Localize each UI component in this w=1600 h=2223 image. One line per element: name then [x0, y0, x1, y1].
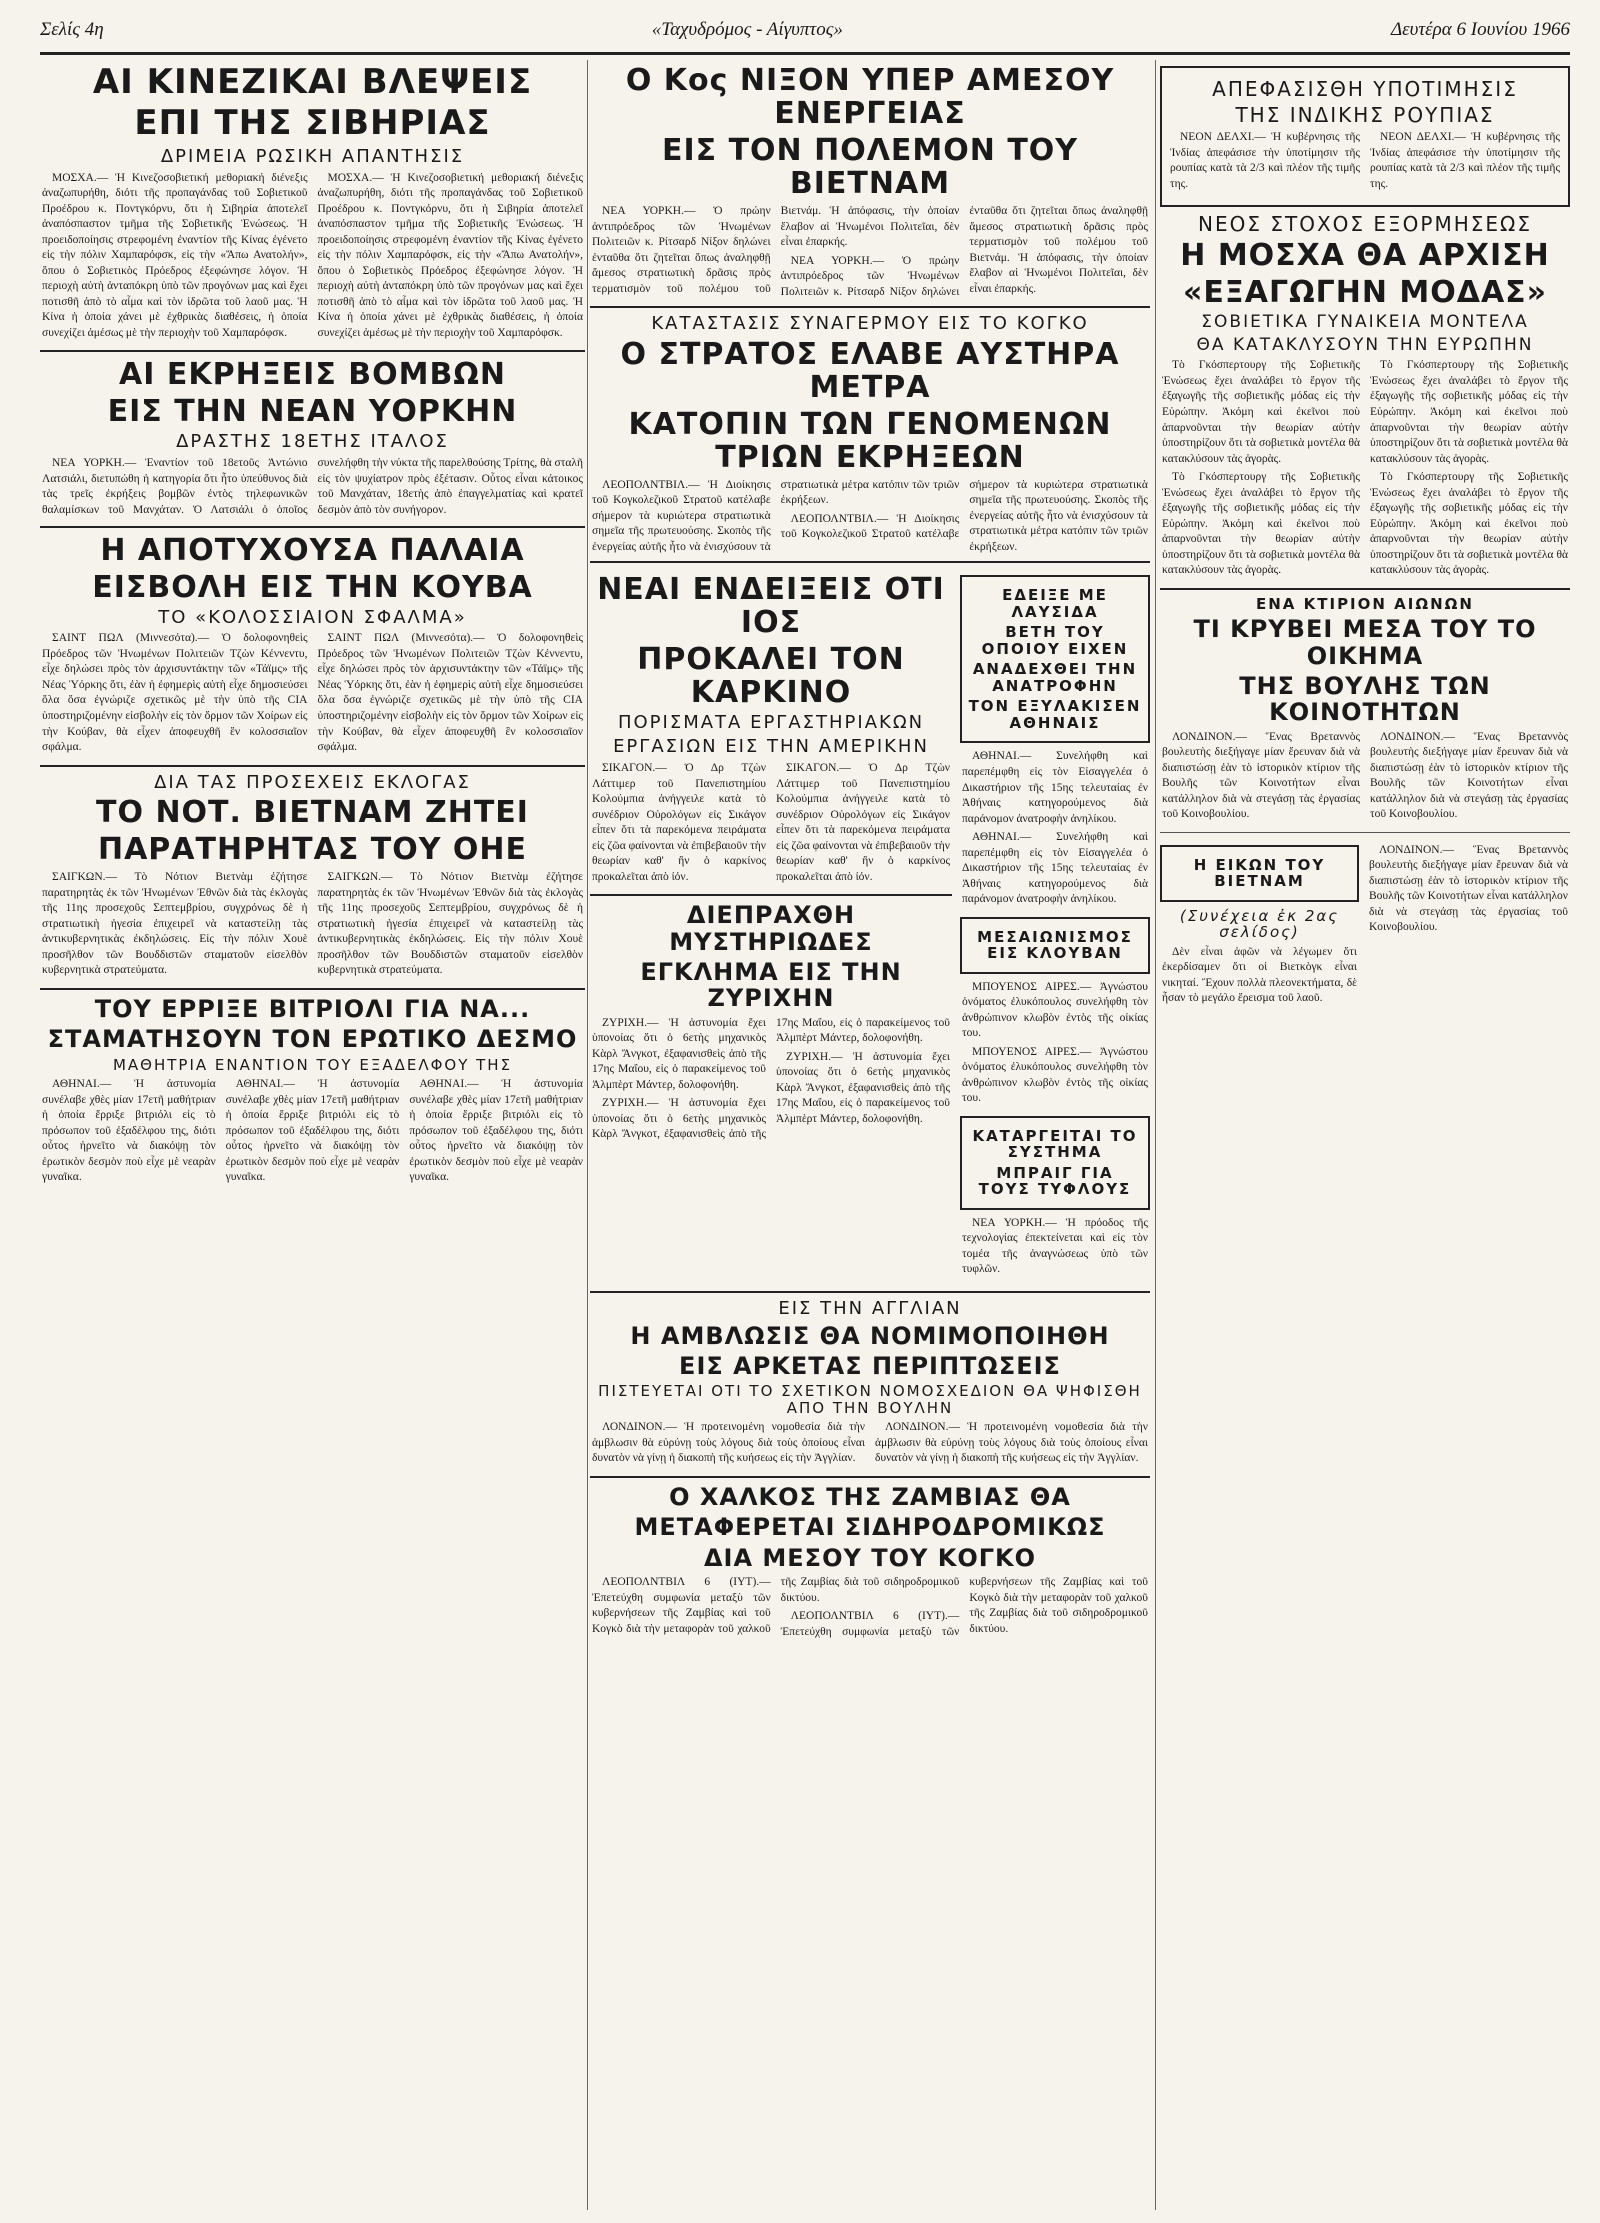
article-cancer	[590, 569, 952, 1284]
article-zambia	[590, 1484, 1150, 1640]
masthead	[40, 10, 1570, 50]
masthead-rule	[40, 52, 1570, 55]
kicker: ΕΝΑ ΚΤΙΡΙΟΝ ΑΙΩΝΩΝ	[1256, 594, 1474, 613]
headline: Η ΑΠΟΤΥΧΟΥΣΑ ΠΑΛΑΙΑ	[100, 532, 525, 568]
article-text: ΣΑΙΝΤ ΠΩΛ (Μιννεσότα).— Ὁ δολοφονηθεὶς Πρόεδρος τῶν Ἡνωμένων Πολιτειῶν Τζὼν Κέννεντυ, εἶχε δηλώσει πρὸς τὸν ἀρχισυντάκτην τῶν «Τάϊμς» τῆς Νέας Ὑόρκης ὅτι, ἐὰν ἡ ἐφημερὶς αὐτὴ εἶχε δημοσιεύσει ὅλα ὅσα ἐγνώριζε σχετικῶς μὲ τὴν ὑπὸ τῆς CIA ὑποστηριζομένην εἰσβολὴν εἰς τὸν ὅρμον τῶν Χοίρων εἰς τὴν Κούβαν, θὰ εἶχεν ἀποφευχθῆ ἓν κολοσσιαῖον σφάλμα.	[42, 632, 308, 754]
middle-split	[590, 569, 1150, 1284]
headline: ΑΙ ΚΙΝΕΖΙΚΑΙ ΒΛΕΨΕΙΣ	[92, 62, 533, 102]
article-body	[42, 456, 583, 520]
headline: ΜΕΤΑΦΕΡΕΤΑΙ ΣΙΔΗΡΟΔΡΟΜΙΚΩΣ	[634, 1513, 1106, 1542]
headline-box	[960, 917, 1150, 974]
article-text: ΖΥΡΙΧΗ.— Ἡ ἀστυνομία ἔχει ὑπονοίας ὅτι ὁ 6ετὴς μηχανικὸς Κὰρλ Ἄνγκοτ, ἐξαφανισθεὶς ἀπὸ τῆς 17ης Μαΐου, εἰς ὁ παρακείμενος τοῦ Ἀλμπὲρτ Μάντερ, δολοφονήθη.	[592, 1016, 766, 1091]
article-text: ΝΕΟΝ ΔΕΛΧΙ.— Ἡ κυβέρνησις τῆς Ἰνδίας ἀπεφάσισε τὴν ὑποτίμησιν τῆς ρουπίας κατὰ τὰ 2/3 καὶ πλέον τῆς τιμῆς της.	[1370, 131, 1560, 190]
headline: ΚΑΤΟΠΙΝ ΤΩΝ ΓΕΝΟΜΕΝΩΝ ΤΡΙΩΝ ΕΚΡΗΞΕΩΝ	[628, 406, 1112, 475]
article-text: ΛΕΟΠΟΛΝΤΒΙΛ 6 (ΙΥΤ).— Ἐπετεύχθη συμφωνία μεταξὺ τῶν κυβερνήσεων τῆς Ζαμβίας καὶ τοῦ Κογκὸ διὰ τὴν μεταφορὰν τοῦ χαλκοῦ τῆς Ζαμβίας διὰ τοῦ σιδηροδρομικοῦ δικτύου.	[780, 1576, 1148, 1638]
subheadline: ΣΟΒΙΕΤΙΚΑ ΓΥΝΑΙΚΕΙΑ ΜΟΝΤΕΛΑ	[1201, 312, 1529, 333]
subheadline: ΔΡΙΜΕΙΑ ΡΩΣΙΚΗ ΑΠΑΝΤΗΣΙΣ	[160, 145, 465, 167]
continuation-note: (Συνέχεια ἐκ 2ας σελίδος)	[1179, 906, 1340, 942]
article-text: Τὸ Γκόσπερτουργ τῆς Σοβιετικῆς Ἑνώσεως ἔχει ἀναλάβει τὸ ἔργον τῆς ἐξαγωγῆς τῆς σοβιετικῆς μόδας εἰς τὴν Εὐρώπην. Ἀκόμη καὶ ἐκεῖνοι ποὺ ἀπαρνοῦνται τὴν θεωρίαν αὐτὴν ὑποστηρίζουν ὅτι τὰ σοβιετικὰ μοντέλα θὰ κατακλύσουν τὰς ἀγορὰς.	[1370, 359, 1568, 465]
headline: ΚΑΤΑΡΓΕΙΤΑΙ ΤΟ ΣΥΣΤΗΜΑ	[972, 1126, 1138, 1162]
article-text: ΑΘΗΝΑΙ.— Συνελήφθη καὶ παρεπέμφθη εἰς τὸν Εἰσαγγελέα ὁ Δικαστήριον τῆς 15ης τελευταίας ἐν Ἀθήναις κατηγορούμενος διὰ παράνομον ἀνατροφὴν ἀνηλίκου.	[962, 831, 1148, 906]
headline: ΠΡΟΚΑΛΕΙ ΤΟΝ ΚΑΡΚΙΝΟ	[637, 642, 905, 711]
article-body	[42, 870, 583, 982]
article-text: ΣΙΚΑΓΟΝ.— Ὁ Δρ Τζὼν Λάττιμερ τοῦ Πανεπιστημίου Κολούμπια ἀνήγγειλε κατὰ τὸ συνέδριον Οὐρολόγων εἰς Σικάγον εἶπεν ὅτι τὰ παρεκόμενα πειράματα εἰς ζῶα φαίνονται νὰ ἐπιβεβαιοῦν τὴν θεωρίαν καθ' ἣν ὁ καρκίνος προκαλεῖται ἀπὸ ἰόν.	[592, 762, 766, 883]
article-congo	[590, 314, 1150, 555]
article-text: ΝΕΑ ΥΟΡΚΗ.— Ἐναντίον τοῦ 18ετοῦς Ἀντώνιο Λατσιάλι, διετυπώθη ἡ κατηγορία ὅτι ἦτο ὑπεύθυνος διὰ τὰς τρεῖς ἐκρήξεις βομβῶν ἐντὸς τηλεφωνικῶν θαλαμίσκων τοῦ Μανχάταν. Ὁ Λατσιάλι ὁ ὁποῖος συνελήφθη τὴν νύκτα τῆς παρελθούσης Τρίτης, θὰ σταλῆ εἰς τὸν ψυχίατρον πρὸς ἐξέτασιν. Οὗτος εἶναι κάτοικος τοῦ Μανχάταν, 18ετὴς ἀπὸ ἐπαγγελματίας καὶ κρατεῖ δεσμὸν ἀπὸ τὸν συνήγορον.	[42, 457, 583, 516]
headline: ΤΟΥ ΕΡΡΙΞΕ ΒΙΤΡΙΟΛΙ ΓΙΑ ΝΑ...	[94, 994, 531, 1023]
headline: ΣΤΑΜΑΤΗΣΟΥΝ ΤΟΝ ΕΡΩΤΙΚΟ ΔΕΣΜΟ	[47, 1025, 578, 1054]
divider	[590, 1476, 1150, 1478]
article-body	[1162, 945, 1357, 1010]
divider	[40, 765, 585, 767]
article-text: ΜΠΟΥΕΝΟΣ ΑΙΡΕΣ.— Ἀγνώστου ὀνόματος ἐλυκόπουλος συνελήφθη τὸν ἀνθρώπινον κλωβὸν ἐντὸς τῆς οἰκίας του.	[962, 980, 1148, 1040]
headline: ΠΑΡΑΤΗΡΗΤΑΣ ΤΟΥ ΟΗΕ	[97, 832, 528, 868]
headline: Ο Κος ΝΙΞΟΝ ΥΠΕΡ ΑΜΕΣΟΥ ΕΝΕΡΓΕΙΑΣ	[625, 63, 1115, 131]
divider	[1160, 832, 1570, 833]
kicker: ΚΑΤΑΣΤΑΣΙΣ ΣΥΝΑΓΕΡΜΟΥ ΕΙΣ ΤΟ ΚΟΓΚΟ	[651, 313, 1089, 335]
headline-box	[960, 1116, 1150, 1210]
article-text: Τὸ Γκόσπερτουργ τῆς Σοβιετικῆς Ἑνώσεως ἔχει ἀναλάβει τὸ ἔργον τῆς ἐξαγωγῆς τῆς σοβιετικῆς μόδας εἰς τὴν Εὐρώπην. Ἀκόμη καὶ ἐκεῖνοι ποὺ ἀπαρνοῦνται τὴν θεωρίαν αὐτὴν ὑποστηρίζουν ὅτι τὰ σοβιετικὰ μοντέλα θὰ κατακλύσουν τὰς ἀγορὰς.	[1162, 471, 1360, 577]
article-body	[592, 761, 950, 888]
headline: ΤΗΣ ΒΟΥΛΗΣ ΤΩΝ ΚΟΙΝΟΤΗΤΩΝ	[1239, 671, 1491, 727]
article-body	[1162, 358, 1568, 581]
article-rupee	[1160, 66, 1570, 207]
article-text: ΝΕΑ ΥΟΡΚΗ.— Ὁ πρώην ἀντιπρόεδρος τῶν Ἡνωμένων Πολιτειῶν κ. Ρίτσαρδ Νίξον δηλώνει ἐνταῦθα ὅτι ζητεῖται ὅπως ἀναληφθῇ ἄμεσος στρατιωτικὴ δρᾶσις πρὸς τερματισμὸν τοῦ πολέμου τοῦ Βιετνάμ. Ἡ ἀπόφασις, τὴν ὁποίαν ἔλαβον αἱ Ἡνωμένοι Πολιτεῖαι, δὲν εἶναι ἐπαρκής.	[780, 205, 1148, 298]
article-body	[962, 749, 1148, 910]
headline: ΜΠΡΑΙΓ ΓΙΑ ΤΟΥΣ ΤΥΦΛΟΥΣ	[978, 1163, 1132, 1199]
headline: ΤΗΣ ΙΝΔΙΚΗΣ ΡΟΥΠΙΑΣ	[1235, 103, 1495, 127]
article-body	[1162, 730, 1568, 826]
headline: ΕΙΣ ΤΗΝ ΝΕΑΝ ΥΟΡΚΗΝ	[107, 394, 518, 430]
article-text: Τὸ Γκόσπερτουργ τῆς Σοβιετικῆς Ἑνώσεως ἔχει ἀναλάβει τὸ ἔργον τῆς ἐξαγωγῆς τῆς σοβιετικῆς μόδας εἰς τὴν Εὐρώπην. Ἀκόμη καὶ ἐκεῖνοι ποὺ ἀπαρνοῦνται τὴν θεωρίαν αὐτὴν ὑποστηρίζουν ὅτι τὰ σοβιετικὰ μοντέλα θὰ κατακλύσουν τὰς ἀγορὰς.	[1370, 471, 1568, 577]
article-body	[592, 1420, 1148, 1470]
left-column	[40, 60, 585, 1193]
article-text: ΣΙΚΑΓΟΝ.— Ὁ Δρ Τζὼν Λάττιμερ τοῦ Πανεπιστημίου Κολούμπια ἀνήγγειλε κατὰ τὸ συνέδριον Οὐρολόγων εἰς Σικάγον εἶπεν ὅτι τὰ παρεκόμενα πειράματα εἰς ζῶα φαίνονται νὰ ἐπιβεβαιοῦν τὴν θεωρίαν καθ' ἣν ὁ καρκίνος προκαλεῖται ἀπὸ ἰόν.	[776, 762, 950, 883]
article-vitriol	[40, 996, 585, 1189]
headline: ΑΠΕΦΑΣΙΣΘΗ ΥΠΟΤΙΜΗΣΙΣ	[1212, 77, 1518, 101]
article-body	[1369, 843, 1568, 1010]
headline: ΤΟΝ ΕΞΥΛΑΚΙΣΕΝ ΑΘΗΝΑΙΣ	[968, 697, 1142, 732]
article-china	[40, 64, 585, 344]
article-text: ΑΘΗΝΑΙ.— Ἡ ἀστυνομία συνέλαβε χθὲς μίαν 17ετῆ μαθήτριαν ἡ ὁποία ἔρριξε βιτριόλι εἰς τὸ πρόσωπον τοῦ ἐξαδέλφου της, διότι οὗτος ἠρνεῖτο νὰ διακόψῃ τὸν ἐρωτικὸν δεσμὸν ποὺ εἶχε μὲ νεαρὰν γυναῖκα.	[225, 1078, 400, 1184]
divider	[590, 306, 1150, 308]
divider	[40, 988, 585, 990]
divider	[590, 561, 1150, 563]
headline: ΤΙ ΚΡΥΒΕΙ ΜΕΣΑ ΤΟΥ ΤΟ ΟΙΚΗΜΑ	[1193, 615, 1537, 670]
article-body	[42, 171, 583, 345]
headline: ΕΙΣ ΤΟΝ ΠΟΛΕΜΟΝ ΤΟΥ ΒΙΕΤΝΑΜ	[661, 133, 1079, 201]
article-body	[592, 1575, 1148, 1640]
divider	[40, 350, 585, 352]
article-text: ΖΥΡΙΧΗ.— Ἡ ἀστυνομία ἔχει ὑπονοίας ὅτι ὁ 6ετὴς μηχανικὸς Κὰρλ Ἄνγκοτ, ἐξαφανισθεὶς ἀπὸ τῆς 17ης Μαΐου, εἰς ὁ παρακείμενος τοῦ Ἀλμπὲρτ Μάντερ, δολοφονήθη.	[592, 1016, 950, 1141]
headline: Η ΑΜΒΛΩΣΙΣ ΘΑ ΝΟΜΙΜΟΠΟΙΗΘΗ	[630, 1321, 1110, 1350]
article-text: ΖΥΡΙΧΗ.— Ἡ ἀστυνομία ἔχει ὑπονοίας ὅτι ὁ 6ετὴς μηχανικὸς Κὰρλ Ἄνγκοτ, ἐξαφανισθεὶς ἀπὸ τῆς 17ης Μαΐου, εἰς ὁ παρακείμενος τοῦ Ἀλμπὲρτ Μάντερ, δολοφονήθη.	[776, 1050, 950, 1125]
subheadline: ΠΙΣΤΕΥΕΤΑΙ ΟΤΙ ΤΟ ΣΧΕΤΙΚΟΝ ΝΟΜΟΣΧΕΔΙΟΝ ΘΑ ΨΗΦΙΣΘΗ ΑΠΟ ΤΗΝ ΒΟΥΛΗΝ	[598, 1382, 1142, 1417]
article-text: ΛΟΝΔΙΝΟΝ.— Ἡ προτεινομένη νομοθεσία διὰ τὴν ἀμβλωσιν θὰ εὐρύνῃ τοὺς λόγους διὰ τοὺς ὁποίους εἶναι δυνατὸν νὰ γίνῃ ἡ διακοπὴ τῆς κυήσεως εἰς τὴν Ἀγγλίαν.	[592, 1421, 865, 1465]
kicker: ΝΕΟΣ ΣΤΟΧΟΣ ΕΞΟΡΜΗΣΕΩΣ	[1198, 212, 1532, 237]
column-divider	[587, 60, 588, 2210]
article-text: ΛΟΝΔΙΝΟΝ.— Ἕνας Βρεταννὸς βουλευτὴς διεξήγαγε μίαν ἔρευναν διὰ νὰ διαπιστώσῃ ἐὰν τὸ ἱστορικὸν κτίριον τῆς Βουλῆς τῶν Κοινοτήτων εἶναι κατάλληλον διὰ νὰ στεγάσῃ τὰς ἐργασίας τοῦ Κοινοβουλίου.	[1162, 730, 1360, 821]
article-text: ΛΕΟΠΟΛΝΤΒΙΛ.— Ἡ Διοίκησις τοῦ Κογκολεζικοῦ Στρατοῦ κατέλαβε σήμερον τὰ κυριώτερα στρατιωτικὰ σημεῖα τῆς πρωτευούσης. Σκοπὸς τῆς ἐνεργείας αὐτῆς ἦτο νὰ ἐνισχύσουν τὰ στρατιωτικὰ μέτρα κατόπιν τῶν τριῶν ἐκρήξεων.	[780, 478, 1148, 553]
article-text: ΝΕΑ ΥΟΡΚΗ.— Ἡ πρόοδος τῆς τεχνολογίας ἐπεκτείνεται καὶ εἰς τὸν τομέα τῆς ἀναγνώσεως ὑπὸ τῶν τυφλῶν.	[962, 1216, 1148, 1276]
newspaper-title: «Ταχυδρόμος - Αίγυπτος»	[651, 19, 843, 40]
divider	[40, 526, 585, 528]
article-text: ΜΟΣΧΑ.— Ἡ Κινεζοσοβιετική μεθοριακή διένεξις ἀναζωπυρήθη, διότι τῆς προπαγάνδας τοῦ Σοβιετικοῦ Προέδρου κ. Ποντγκόρνυ, ὅτι ἡ Σιβηρία ἀποτελεῖ ἀναπόσπαστον τμῆμα τῆς Σοβιετικῆς Ἑνώσεως. Ἡ προειδοποίησις στρεφομένη ἐναντίον τῆς Κίνας ἐγένετο εἰς τὴν πόλιν Χαμπαρόφσκ, εἰς τὴν «Ἄπω Ανατολήν», ὅπου ὁ Σοβιετικὸς Πρόεδρος ἐξεφώνησε λόγον. Ἡ περιοχὴ αὐτὴ ἀνταπόκρη ὑπὸ τῶν προγόνων μας καὶ ἔχει ποτισθῆ ἀπὸ τὸ αἷμα καὶ τὸν ἱδρῶτα τοῦ λαοῦ μας. Ἡ Κίνα ἡ ὁποία χάνει μὲ ἐχθρικὰς διαθέσεις, ἡ ὁποία συνεχίζει ἀμέσως μὲ τὴν περιοχὴν τοῦ Χαμπαρόφσκ.	[42, 171, 308, 339]
article-text: ΑΘΗΝΑΙ.— Ἡ ἀστυνομία συνέλαβε χθὲς μίαν 17ετῆ μαθήτριαν ἡ ὁποία ἔρριξε βιτριόλι εἰς τὸ πρόσωπον τοῦ ἐξαδέλφου της, διότι οὗτος ἠρνεῖτο νὰ διακόψῃ τὸν ἐρωτικὸν δεσμὸν ποὺ εἶχε μὲ νεαρὰν γυναῖκα.	[409, 1078, 583, 1184]
kicker: ΕΙΣ ΤΗΝ ΑΓΓΛΙΑΝ	[778, 1297, 962, 1319]
article-text: ΝΕΑ ΥΟΡΚΗ.— Ὁ πρώην ἀντιπρόεδρος τῶν Ἡνωμένων Πολιτειῶν κ. Ρίτσαρδ Νίξον δηλώνει ἐνταῦθα ὅτι ζητεῖται ὅπως ἀναληφθῇ ἄμεσος στρατιωτικὴ δρᾶσις πρὸς τερματισμὸν τοῦ πολέμου τοῦ Βιετνάμ. Ἡ ἀπόφασις, τὴν ὁποίαν ἔλαβον αἱ Ἡνωμένοι Πολιτεῖαι, δὲν εἶναι ἐπαρκής.	[592, 205, 960, 295]
headline: ΕΔΕΙΞΕ ΜΕ ΛΑΥΣΙΔΑ	[1002, 586, 1108, 621]
article-text: ΜΠΟΥΕΝΟΣ ΑΙΡΕΣ.— Ἀγνώστου ὀνόματος ἐλυκόπουλος συνελήφθη τὸν ἀνθρώπινον κλωβὸν ἐντὸς τῆς οἰκίας του.	[962, 1045, 1148, 1105]
article-text: Τὸ Γκόσπερτουργ τῆς Σοβιετικῆς Ἑνώσεως ἔχει ἀναλάβει τὸ ἔργον τῆς ἐξαγωγῆς τῆς σοβιετικῆς μόδας εἰς τὴν Εὐρώπην. Ἀκόμη καὶ ἐκεῖνοι ποὺ ἀπαρνοῦνται τὴν θεωρίαν αὐτὴν ὑποστηρίζουν ὅτι τὰ σοβιετικὰ μοντέλα θὰ κατακλύσουν τὰς ἀγορὰς.	[1162, 359, 1360, 465]
article-lausanne	[960, 569, 1150, 1284]
headline: ΕΓΚΛΗΜΑ ΕΙΣ ΤΗΝ ΖΥΡΙΧΗΝ	[640, 957, 902, 1013]
article-saigon	[40, 773, 585, 982]
article-nixon	[590, 64, 1150, 300]
issue-date: Δευτέρα 6 Ιουνίου 1966	[1391, 19, 1570, 40]
article-text: ΝΕΟΝ ΔΕΛΧΙ.— Ἡ κυβέρνησις τῆς Ἰνδίας ἀπεφάσισε τὴν ὑποτίμησιν τῆς ρουπίας κατὰ τὰ 2/3 καὶ πλέον τῆς τιμῆς της.	[1170, 131, 1360, 190]
headline: ΔΙΑ ΜΕΣΟΥ ΤΟΥ ΚΟΓΚΟ	[703, 1543, 1037, 1572]
headline: Ο ΣΤΡΑΤΟΣ ΕΛΑΒΕ ΑΥΣΤΗΡΑ ΜΕΤΡΑ	[620, 336, 1120, 405]
headline: Ο ΧΑΛΚΟΣ ΤΗΣ ΖΑΜΒΙΑΣ ΘΑ	[669, 1482, 1071, 1511]
article-text: ΛΕΟΠΟΛΝΤΒΙΛ.— Ἡ Διοίκησις τοῦ Κογκολεζικοῦ Στρατοῦ κατέλαβε σήμερον τὰ κυριώτερα στρατιωτικὰ σημεῖα τῆς πρωτευούσης. Σκοπὸς τῆς ἐνεργείας αὐτῆς ἦτο νὰ ἐνισχύσουν τὰ στρατιωτικὰ μέτρα κατόπιν τῶν τριῶν ἐκρήξεων.	[592, 478, 960, 553]
headline: ΤΟ ΝΟΤ. ΒΙΕΤΝΑΜ ΖΗΤΕΙ	[96, 795, 529, 831]
article-body	[42, 631, 583, 758]
article-text: ΜΟΣΧΑ.— Ἡ Κινεζοσοβιετική μεθοριακή διένεξις ἀναζωπυρήθη, διότι τῆς προπαγάνδας τοῦ Σοβιετικοῦ Προέδρου κ. Ποντγκόρνυ, ὅτι ἡ Σιβηρία ἀποτελεῖ ἀναπόσπαστον τμῆμα τῆς Σοβιετικῆς Ἑνώσεως. Ἡ προειδοποίησις στρεφομένη ἐναντίον τῆς Κίνας ἐγένετο εἰς τὴν πόλιν Χαμπαρόφσκ, εἰς τὴν «Ἄπω Ανατολήν», ὅπου ὁ Σοβιετικὸς Πρόεδρος ἐξεφώνησε λόγον. Ἡ περιοχὴ αὐτὴ ἀνταπόκρη ὑπὸ τῶν προγόνων μας καὶ ἔχει ποτισθῆ ἀπὸ τὸ αἷμα καὶ τὸν ἱδρῶτα τοῦ λαοῦ μας. Ἡ Κίνα ἡ ὁποία χάνει μὲ ἐχθρικὰς διαθέσεις, ἡ ὁποία συνεχίζει ἀμέσως μὲ τὴν περιοχὴν τοῦ Χαμπαρόφσκ.	[317, 171, 583, 339]
headline: ΑΝΑΔΕΧΘΕΙ ΤΗΝ ΑΝΑΤΡΟΦΗΝ	[972, 660, 1138, 695]
article-body	[42, 1077, 583, 1189]
headline: ΕΙΣΒΟΛΗ ΕΙΣ ΤΗΝ ΚΟΥΒΑ	[92, 569, 533, 605]
divider	[590, 894, 952, 896]
article-text: ΛΟΝΔΙΝΟΝ.— Ἡ προτεινομένη νομοθεσία διὰ τὴν ἀμβλωσιν θὰ εὐρύνῃ τοὺς λόγους διὰ τοὺς ὁποίους εἶναι δυνατὸν νὰ γίνῃ ἡ διακοπὴ τῆς κυήσεως εἰς τὴν Ἀγγλίαν.	[875, 1421, 1148, 1465]
article-vietnam-pic	[1160, 839, 1570, 1014]
subheadline: ΜΑΘΗΤΡΙΑ ΕΝΑΝΤΙΟΝ ΤΟΥ ΕΞΑΔΕΛΦΟΥ ΤΗΣ	[112, 1055, 513, 1074]
subheadline: ΕΡΓΑΣΙΩΝ ΕΙΣ ΤΗΝ ΑΜΕΡΙΚΗΝ	[613, 736, 929, 758]
subheadline: ΔΡΑΣΤΗΣ 18ΕΤΗΣ ΙΤΑΛΟΣ	[176, 431, 449, 453]
headline: Η ΜΟΣΧΑ ΘΑ ΑΡΧΙΣΗ	[1180, 238, 1550, 274]
article-body	[962, 980, 1148, 1110]
headline-box	[1160, 845, 1359, 902]
article-body	[962, 1216, 1148, 1281]
article-text: ΣΑΙΓΚΩΝ.— Τὸ Νότιον Βιετνὰμ ἐζήτησε παρατηρητὰς ἐκ τῶν Ἡνωμένων Ἐθνῶν διὰ τὰς ἐκλογὰς τῆς 11ης προσεχοῦς Σεπτεμβρίου, συγχρόνως δὲ ἡ στρατιωτικὴ ἡγεσία ἐπιχειρεῖ νὰ καταστείλῃ τὰς ἀντικυβερνητικὰς ἐκδηλώσεις. Εἰς τὴν πόλιν Χουὲ προσῆλθον τῶν Βουδδιστῶν σταματοῦν εἰσελθὸν κυβερνητικὰ στρατεύματα.	[42, 871, 308, 977]
article-text: ΛΟΝΔΙΝΟΝ.— Ἕνας Βρεταννὸς βουλευτὴς διεξήγαγε μίαν ἔρευναν διὰ νὰ διαπιστώσῃ ἐὰν τὸ ἱστορικὸν κτίριον τῆς Βουλῆς τῶν Κοινοτήτων εἶναι κατάλληλον διὰ νὰ στεγάσῃ τὰς ἐργασίας τοῦ Κοινοβουλίου.	[1370, 730, 1568, 821]
article-text: ΑΘΗΝΑΙ.— Συνελήφθη καὶ παρεπέμφθη εἰς τὸν Εἰσαγγελέα ὁ Δικαστήριον τῆς 15ης τελευταίας ἐν Ἀθήναις κατηγορούμενος διὰ παράνομον ἀνατροφὴν ἀνηλίκου.	[962, 750, 1148, 825]
article-body	[592, 478, 1148, 556]
article-parliament	[1160, 596, 1570, 826]
article-body	[592, 204, 1148, 300]
headline: ΒΕΤΗ ΤΟΥ ΟΠΟΙΟΥ ΕΙΧΕΝ	[981, 623, 1129, 658]
headline: ΕΙΣ ΑΡΚΕΤΑΣ ΠΕΡΙΠΤΩΣΕΙΣ	[679, 1352, 1061, 1380]
article-text: ΣΑΙΝΤ ΠΩΛ (Μιννεσότα).— Ὁ δολοφονηθεὶς Πρόεδρος τῶν Ἡνωμένων Πολιτειῶν Τζὼν Κέννεντυ, εἶχε δηλώσει πρὸς τὸν ἀρχισυντάκτην τῶν «Τάϊμς» τῆς Νέας Ὑόρκης ὅτι, ἐὰν ἡ ἐφημερὶς αὐτὴ εἶχε δημοσιεύσει ὅλα ὅσα ἐγνώριζε σχετικῶς μὲ τὴν ὑπὸ τῆς CIA ὑποστηριζομένην εἰσβολὴν εἰς τὸν ὅρμον τῶν Χοίρων εἰς τὴν Κούβαν, θὰ εἶχεν ἀποφευχθῆ ἓν κολοσσιαῖον σφάλμα.	[317, 632, 583, 754]
subheadline: ΘΑ ΚΑΤΑΚΛΥΣΟΥΝ ΤΗΝ ΕΥΡΩΠΗΝ	[1196, 334, 1534, 355]
divider	[590, 1291, 1150, 1293]
article-text: Δὲν εἶναι ἀφῶν νὰ λέγωμεν ὅτι ἐκερδίσαμεν ὅτι οἱ Βιετκὸγκ εἶναι νικηταί. Ἔχουν πολλὰ πλεονεκτήματα, δὲ ἦσαν τὸ μεγάλο ἔρεισμα τοῦ λαοῦ.	[1162, 945, 1357, 1005]
headline: ΑΙ ΕΚΡΗΞΕΙΣ ΒΟΜΒΩΝ	[119, 357, 506, 393]
headline: ΕΠΙ ΤΗΣ ΣΙΒΗΡΙΑΣ	[134, 103, 491, 144]
right-column	[1160, 60, 1570, 1014]
divider	[1160, 588, 1570, 590]
article-text: ΑΘΗΝΑΙ.— Ἡ ἀστυνομία συνέλαβε χθὲς μίαν 17ετῆ μαθήτριαν ἡ ὁποία ἔρριξε βιτριόλι εἰς τὸ πρόσωπον τοῦ ἐξαδέλφου της, διότι οὗτος ἠρνεῖτο νὰ διακόψῃ τὸν ἐρωτικὸν δεσμὸν ποὺ εἶχε μὲ νεαρὰν γυναῖκα.	[42, 1078, 216, 1184]
article-england	[590, 1299, 1150, 1470]
headline: «ΕΞΑΓΩΓΗΝ ΜΟΔΑΣ»	[1182, 275, 1548, 311]
vietnam-column	[1160, 839, 1359, 1014]
headline-box	[960, 575, 1150, 743]
kicker: ΔΙΑ ΤΑΣ ΠΡΟΣΕΧΕΙΣ ΕΚΛΟΓΑΣ	[154, 771, 471, 793]
headline: ΔΙΕΠΡΑΧΘΗ ΜΥΣΤΗΡΙΩΔΕΣ	[669, 901, 873, 956]
article-text: ΣΑΙΓΚΩΝ.— Τὸ Νότιον Βιετνὰμ ἐζήτησε παρατηρητὰς ἐκ τῶν Ἡνωμένων Ἐθνῶν διὰ τὰς ἐκλογὰς τῆς 11ης προσεχοῦς Σεπτεμβρίου, συγχρόνως δὲ ἡ στρατιωτικὴ ἡγεσία ἐπιχειρεῖ νὰ καταστείλῃ τὰς ἀντικυβερνητικὰς ἐκδηλώσεις. Εἰς τὴν πόλιν Χουὲ προσῆλθον τῶν Βουδδιστῶν σταματοῦν εἰσελθὸν κυβερνητικὰ στρατεύματα.	[317, 871, 583, 977]
middle-column	[590, 60, 1150, 1644]
headline: ΝΕΑΙ ΕΝΔΕΙΞΕΙΣ ΟΤΙ ΙΟΣ	[597, 572, 945, 641]
page-number: Σελίς 4η	[40, 19, 104, 40]
article-fashion	[1160, 213, 1570, 582]
headline: Η ΕΙΚΩΝ ΤΟΥ ΒΙΕΤΝΑΜ	[1193, 855, 1326, 891]
subheadline: ΤΟ «ΚΟΛΟΣΣΙΑΙΟΝ ΣΦΑΛΜΑ»	[158, 606, 467, 628]
article-body	[592, 1016, 950, 1143]
split	[1160, 839, 1570, 1014]
article-text: ΛΟΝΔΙΝΟΝ.— Ἕνας Βρεταννὸς βουλευτὴς διεξήγαγε μίαν ἔρευναν διὰ νὰ διαπιστώσῃ ἐὰν τὸ ἱστορικὸν κτίριον τῆς Βουλῆς τῶν Κοινοτήτων εἶναι κατάλληλον διὰ νὰ στεγάσῃ τὰς ἐργασίας τοῦ Κοινοβουλίου.	[1369, 843, 1568, 934]
article-text: ΛΕΟΠΟΛΝΤΒΙΛ 6 (ΙΥΤ).— Ἐπετεύχθη συμφωνία μεταξὺ τῶν κυβερνήσεων τῆς Ζαμβίας καὶ τοῦ Κογκὸ διὰ τὴν μεταφορὰν τοῦ χαλκοῦ τῆς Ζαμβίας διὰ τοῦ σιδηροδρομικοῦ δικτύου.	[592, 1576, 960, 1635]
article-cuba	[40, 534, 585, 759]
subheadline: ΠΟΡΙΣΜΑΤΑ ΕΡΓΑΣΤΗΡΙΑΚΩΝ	[617, 712, 925, 734]
article-body	[1170, 130, 1560, 195]
column-divider	[1155, 60, 1156, 2210]
headline: ΜΕΣΑΙΩΝΙΣΜΟΣ ΕΙΣ ΚΛΟΥΒΑΝ	[977, 927, 1133, 963]
article-bombs	[40, 358, 585, 519]
